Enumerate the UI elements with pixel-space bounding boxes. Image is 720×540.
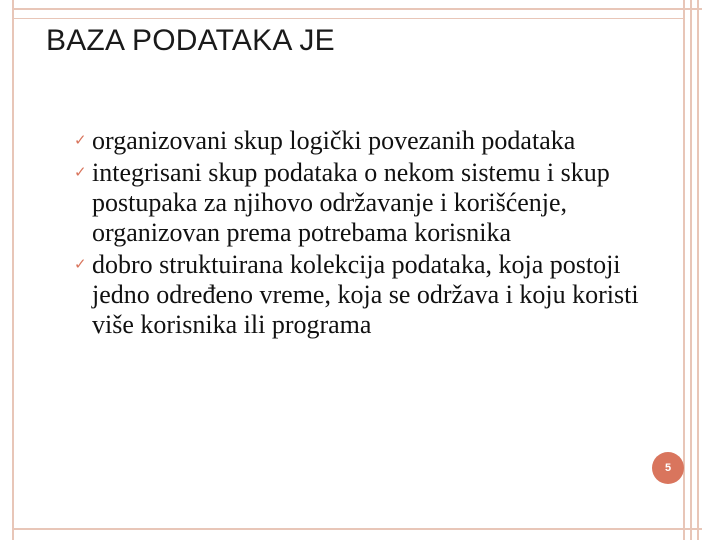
bullet-icon: ✓ bbox=[74, 257, 87, 273]
slide-frame-top bbox=[14, 18, 683, 19]
bullet-text: dobro struktuirana kolekcija podataka, koja postoji jedno određeno vreme, koja se održava i koju koristi više korisnika ili programa bbox=[92, 250, 639, 339]
page-number-badge: 5 bbox=[652, 452, 684, 484]
slide-frame-right bbox=[683, 0, 685, 540]
slide-frame-top bbox=[12, 8, 702, 10]
slide-frame-left bbox=[12, 0, 14, 540]
bullet-text: organizovani skup logički povezanih podataka bbox=[92, 126, 576, 155]
slide-frame-right bbox=[690, 0, 692, 540]
bullet-item bbox=[74, 158, 672, 248]
bullet-item bbox=[74, 250, 672, 340]
slide-frame-right bbox=[697, 0, 699, 540]
slide-frame-bottom bbox=[12, 528, 702, 530]
bullet-text: integrisani skup podataka o nekom sistemu i skup postupaka za njihovo održavanje i korišćenje, organizovan prema potrebama korisnika bbox=[92, 158, 610, 247]
slide-title: BAZA PODATAKA JE bbox=[46, 24, 335, 57]
bullet-item bbox=[74, 126, 672, 156]
bullet-icon: ✓ bbox=[74, 165, 87, 181]
bullet-icon: ✓ bbox=[74, 133, 87, 149]
slide-content bbox=[74, 126, 672, 342]
